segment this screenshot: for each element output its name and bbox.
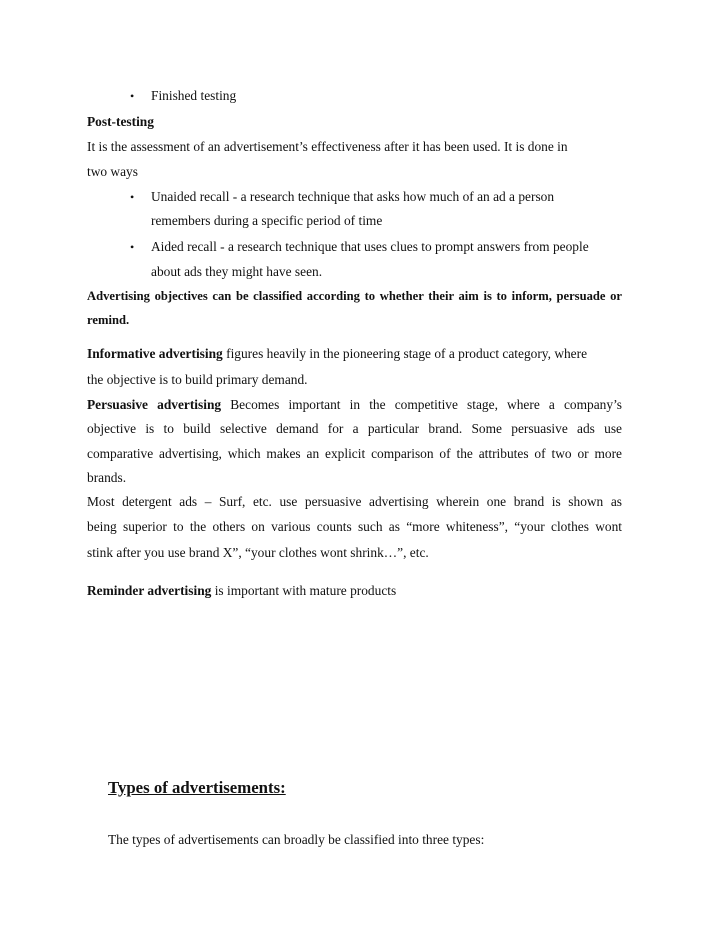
informative-line1-rest: figures heavily in the pioneering stage of a product category, where xyxy=(222,346,588,361)
persuasive-paragraph-line1 xyxy=(87,397,622,413)
informative-term: Informative advertising xyxy=(87,346,223,361)
post-testing-heading: Post-testing xyxy=(87,114,154,129)
bullet-aided-recall: • xyxy=(130,240,135,254)
list-item-aided-recall-line2: about ads they might have seen. xyxy=(151,264,323,279)
objectives-line1: Advertising objectives can be classified according to whether their aim is to inform, persuade or xyxy=(87,289,622,303)
informative-paragraph-line2: the objective is to build primary demand. xyxy=(87,372,308,387)
reminder-term: Reminder advertising xyxy=(87,583,212,598)
objectives-line2: remind. xyxy=(87,313,130,327)
list-item-unaided-recall-line1: Unaided recall - a research technique that asks how much of an ad a person xyxy=(151,189,555,204)
detergent-paragraph-line1: Most detergent ads – Surf, etc. use persuasive advertising wherein one brand is shown as xyxy=(87,494,622,509)
post-testing-intro-line1: It is the assessment of an advertisement’s effectiveness after it has been used. It is done in xyxy=(87,139,568,154)
persuasive-paragraph-line3: comparative advertising, which makes an explicit comparison of the attributes of two or more xyxy=(87,446,622,461)
bullet-finished-testing: • xyxy=(130,89,135,103)
types-intro: The types of advertisements can broadly be classified into three types: xyxy=(108,832,485,847)
list-item-finished-testing: Finished testing xyxy=(151,88,237,103)
detergent-paragraph-line2: being superior to the others on various counts such as “more whiteness”, “your clothes wont xyxy=(87,519,622,534)
bullet-unaided-recall: • xyxy=(130,190,135,204)
reminder-paragraph xyxy=(87,583,396,599)
persuasive-term: Persuasive advertising xyxy=(87,397,222,412)
detergent-paragraph-line3: stink after you use brand X”, “your clothes wont shrink…”, etc. xyxy=(87,545,429,560)
types-heading: Types of advertisements: xyxy=(108,778,286,797)
list-item-aided-recall-line1: Aided recall - a research technique that uses clues to prompt answers from people xyxy=(151,239,589,254)
persuasive-line1-rest: Becomes important in the competitive stage, where a company’s xyxy=(221,397,622,412)
list-item-unaided-recall-line2: remembers during a specific period of time xyxy=(151,213,383,228)
persuasive-paragraph-line4: brands. xyxy=(87,470,127,485)
post-testing-intro-line2: two ways xyxy=(87,164,138,179)
reminder-rest: is important with mature products xyxy=(211,583,397,598)
persuasive-paragraph-line2: objective is to build selective demand for a particular brand. Some persuasive ads use xyxy=(87,421,622,436)
informative-paragraph-line1 xyxy=(87,346,587,362)
